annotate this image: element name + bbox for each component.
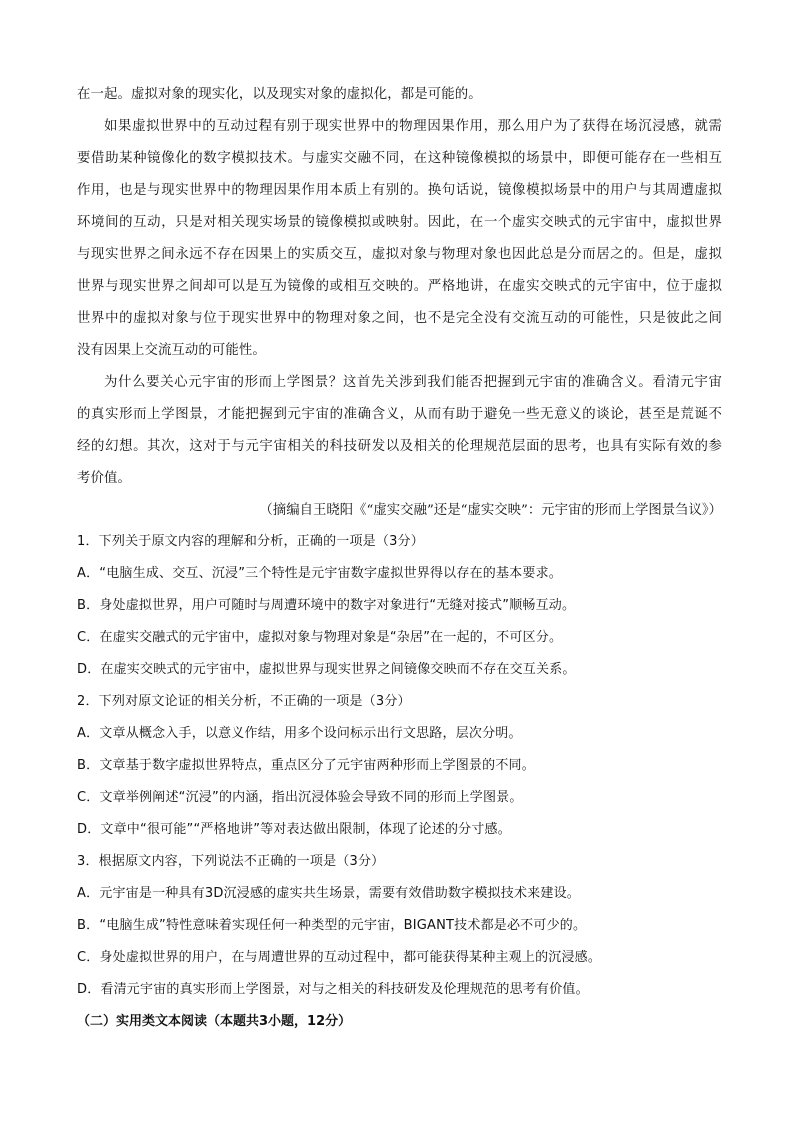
passage-line: 要借助某种镜像化的数字模拟技术。与虚实交融不同，在这种镜像模拟的场景中，即便可能存在一些相互 [77,151,722,166]
passage-line: 环境间的互动，只是对相关现实场景的镜像模拟或映射。因此，在一个虚实交映式的元宇宙中，虚拟世界 [77,215,722,230]
passage-line: 在一起。虚拟对象的现实化，以及现实对象的虚拟化，都是可能的。 [77,87,482,102]
question-option: D．看清元宇宙的真实形而上学图景，对与之相关的科技研发及伦理规范的思考有价值。 [77,982,589,997]
passage-line: 世界与现实世界之间却可以是互为镜像的或相互交映的。严格地讲，在虚实交映式的元宇宙中，位于虚拟 [77,279,722,294]
question-option: C．身处虚拟世界的用户，在与周遭世界的互动过程中，都可能获得某种主观上的沉浸感。 [77,950,602,965]
question-option: C．在虚实交融式的元宇宙中，虚拟对象与物理对象是“杂居”在一起的，不可区分。 [77,630,563,645]
passage-source: （摘编自王晓阳《“虚实交融”还是“虚实交映”：元宇宙的形而上学图景刍议》） [259,503,722,518]
question-option: C．文章举例阐述“沉浸”的内涵，指出沉浸体验会导致不同的形而上学图景。 [77,790,523,805]
question-option: A．文章从概念入手，以意义作结，用多个设问标示出行文思路，层次分明。 [77,726,522,741]
question-option: A．元宇宙是一种具有3D沉浸感的虚实共生场景，需要有效借助数字模拟技术来建设。 [77,886,580,901]
question-option: B．身处虚拟世界，用户可随时与周遭环境中的数字对象进行“无缝对接式”顺畅互动。 [77,598,576,613]
passage-line: 没有因果上交流互动的可能性。 [77,343,266,358]
passage-line: 考价值。 [77,471,131,486]
passage-line: 与现实世界之间永远不存在因果上的实质交互，虚拟对象与物理对象也因此总是分而居之的。但是，虚拟 [77,247,722,262]
question-option: D．文章中“很可能”“严格地讲”等对表达做出限制，体现了论述的分寸感。 [77,822,511,837]
question-option: B．文章基于数字虚拟世界特点，重点区分了元宇宙两种形而上学图景的不同。 [77,758,535,773]
passage-line: 经的幻想。其次，这对于与元宇宙相关的科技研发以及相关的伦理规范层面的思考，也具有实际有效的参 [77,439,722,454]
question-stem: 1．下列关于原文内容的理解和分析，正确的一项是（3分） [77,534,424,549]
question-option: A．“电脑生成、交互、沉浸”三个特性是元宇宙数字虚拟世界得以存在的基本要求。 [77,566,562,581]
question-stem: 3．根据原文内容，下列说法不正确的一项是（3分） [77,854,385,869]
question-option: D．在虚实交映式的元宇宙中，虚拟世界与现实世界之间镜像交映而不存在交互关系。 [77,662,576,677]
passage-line: 如果虚拟世界中的互动过程有别于现实世界中的物理因果作用，那么用户为了获得在场沉浸感，就需 [104,119,722,134]
section-heading: （二）实用类文本阅读（本题共3小题，12分） [77,1014,352,1029]
question-option: B．“电脑生成”特性意味着实现任何一种类型的元宇宙，BIGANT技术都是必不可少的。 [77,918,587,933]
passage-line: 的真实形而上学图景，才能把握到元宇宙的准确含义，从而有助于避免一些无意义的谈论，甚至是荒诞不 [77,407,722,422]
question-stem: 2．下列对原文论证的相关分析，不正确的一项是（3分） [77,694,411,709]
passage-line: 世界中的虚拟对象与位于现实世界中的物理对象之间，也不是完全没有交流互动的可能性，只是彼此之间 [77,311,722,326]
passage-line: 作用，也是与现实世界中的物理因果作用本质上有别的。换句话说，镜像模拟场景中的用户与其周遭虚拟 [77,183,722,198]
passage-line: 为什么要关心元宇宙的形而上学图景？这首先关涉到我们能否把握到元宇宙的准确含义。看清元宇宙 [104,375,722,390]
